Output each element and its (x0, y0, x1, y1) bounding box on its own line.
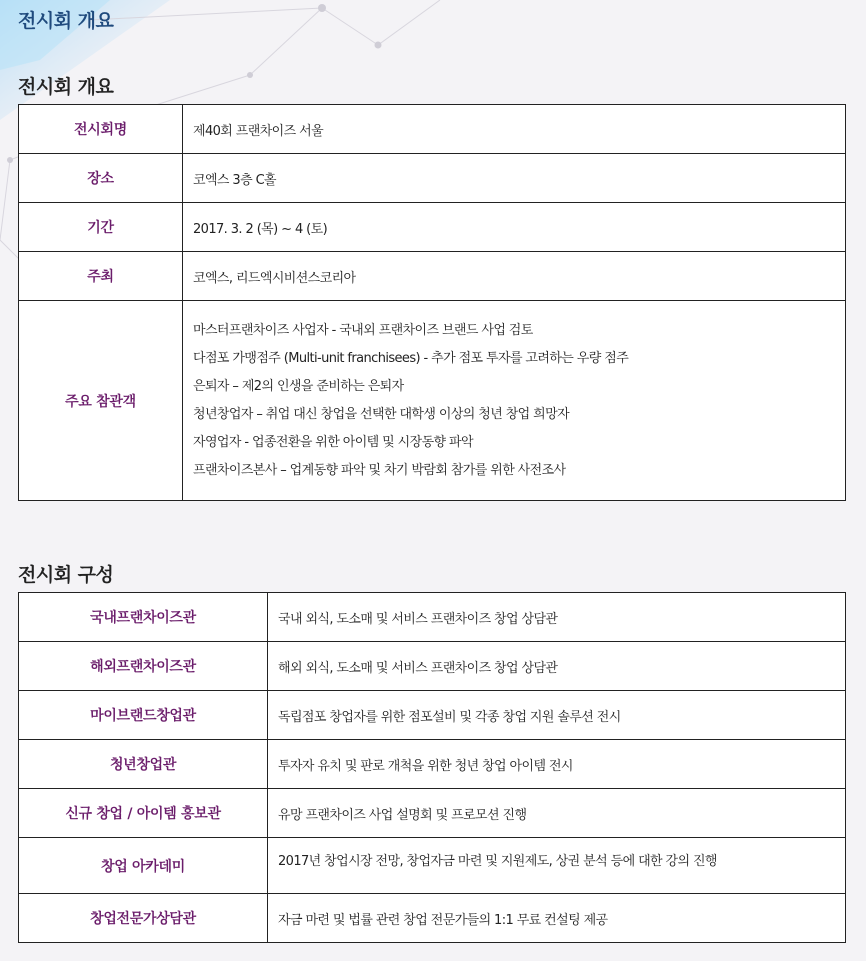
composition-table (18, 592, 846, 943)
visitor-line: 은퇴자 – 제2의 인생을 준비하는 은퇴자 (193, 378, 404, 394)
table-row (19, 105, 846, 154)
row-value-my-brand: 독립점포 창업자를 위한 점포설비 및 각종 창업 지원 솔루션 전시 (268, 691, 846, 740)
overview-section-title: 전시회 개요 (18, 76, 114, 98)
page-title: 전시회 개요 (18, 10, 114, 32)
row-label-overseas-franchise: 해외프랜차이즈관 (19, 642, 268, 691)
table-row (19, 789, 846, 838)
row-value-overseas-franchise: 해외 외식, 도소매 및 서비스 프랜차이즈 창업 상담관 (268, 642, 846, 691)
row-value-new-startup-promo: 유망 프랜차이즈 사업 설명회 및 프로모션 진행 (268, 789, 846, 838)
row-label-exhibition-name: 전시회명 (19, 105, 183, 154)
row-value-key-visitors (183, 301, 846, 501)
table-row (19, 838, 846, 894)
row-value-exhibition-name: 제40회 프랜차이즈 서울 (183, 105, 846, 154)
table-row (19, 740, 846, 789)
visitor-line: 자영업자 - 업종전환을 위한 아이템 및 시장동향 파악 (193, 434, 473, 450)
table-row (19, 301, 846, 501)
visitor-line: 다점포 가맹점주 (Multi-unit franchisees) - 추가 점포 투자를 고려하는 우량 점주 (193, 350, 629, 366)
row-label-domestic-franchise: 국내프랜차이즈관 (19, 593, 268, 642)
row-label-my-brand: 마이브랜드창업관 (19, 691, 268, 740)
table-row (19, 252, 846, 301)
overview-table (18, 104, 846, 501)
row-label-period: 기간 (19, 203, 183, 252)
table-row (19, 154, 846, 203)
row-label-organizer: 주최 (19, 252, 183, 301)
row-value-youth-startup: 투자자 유치 및 판로 개척을 위한 청년 창업 아이템 전시 (268, 740, 846, 789)
row-value-academy: 2017년 창업시장 전망, 창업자금 마련 및 지원제도, 상권 분석 등에 대한 강의 진행 (268, 838, 846, 894)
row-value-expert-consulting: 자금 마련 및 법률 관련 창업 전문가들의 1:1 무료 컨설팅 제공 (268, 894, 846, 943)
table-row (19, 894, 846, 943)
table-row (19, 203, 846, 252)
table-row (19, 593, 846, 642)
row-label-new-startup-promo: 신규 창업 / 아이템 홍보관 (19, 789, 268, 838)
row-label-academy: 창업 아카데미 (19, 838, 268, 894)
visitor-line: 프랜차이즈본사 – 업계동향 파악 및 차기 박람회 참가를 위한 사전조사 (193, 462, 566, 478)
row-value-domestic-franchise: 국내 외식, 도소매 및 서비스 프랜차이즈 창업 상담관 (268, 593, 846, 642)
row-label-venue: 장소 (19, 154, 183, 203)
table-row (19, 691, 846, 740)
table-row (19, 642, 846, 691)
row-value-organizer: 코엑스, 리드엑시비션스코리아 (183, 252, 846, 301)
row-label-youth-startup: 청년창업관 (19, 740, 268, 789)
row-value-venue: 코엑스 3층 C홀 (183, 154, 846, 203)
composition-section-title: 전시회 구성 (18, 564, 114, 586)
visitor-line: 마스터프랜차이즈 사업자 - 국내외 프랜차이즈 브랜드 사업 검토 (193, 322, 533, 338)
row-label-key-visitors: 주요 참관객 (19, 301, 183, 501)
visitor-line: 청년창업자 – 취업 대신 창업을 선택한 대학생 이상의 청년 창업 희망자 (193, 406, 570, 422)
row-value-period: 2017. 3. 2 (목) ~ 4 (토) (183, 203, 846, 252)
row-label-expert-consulting: 창업전문가상담관 (19, 894, 268, 943)
